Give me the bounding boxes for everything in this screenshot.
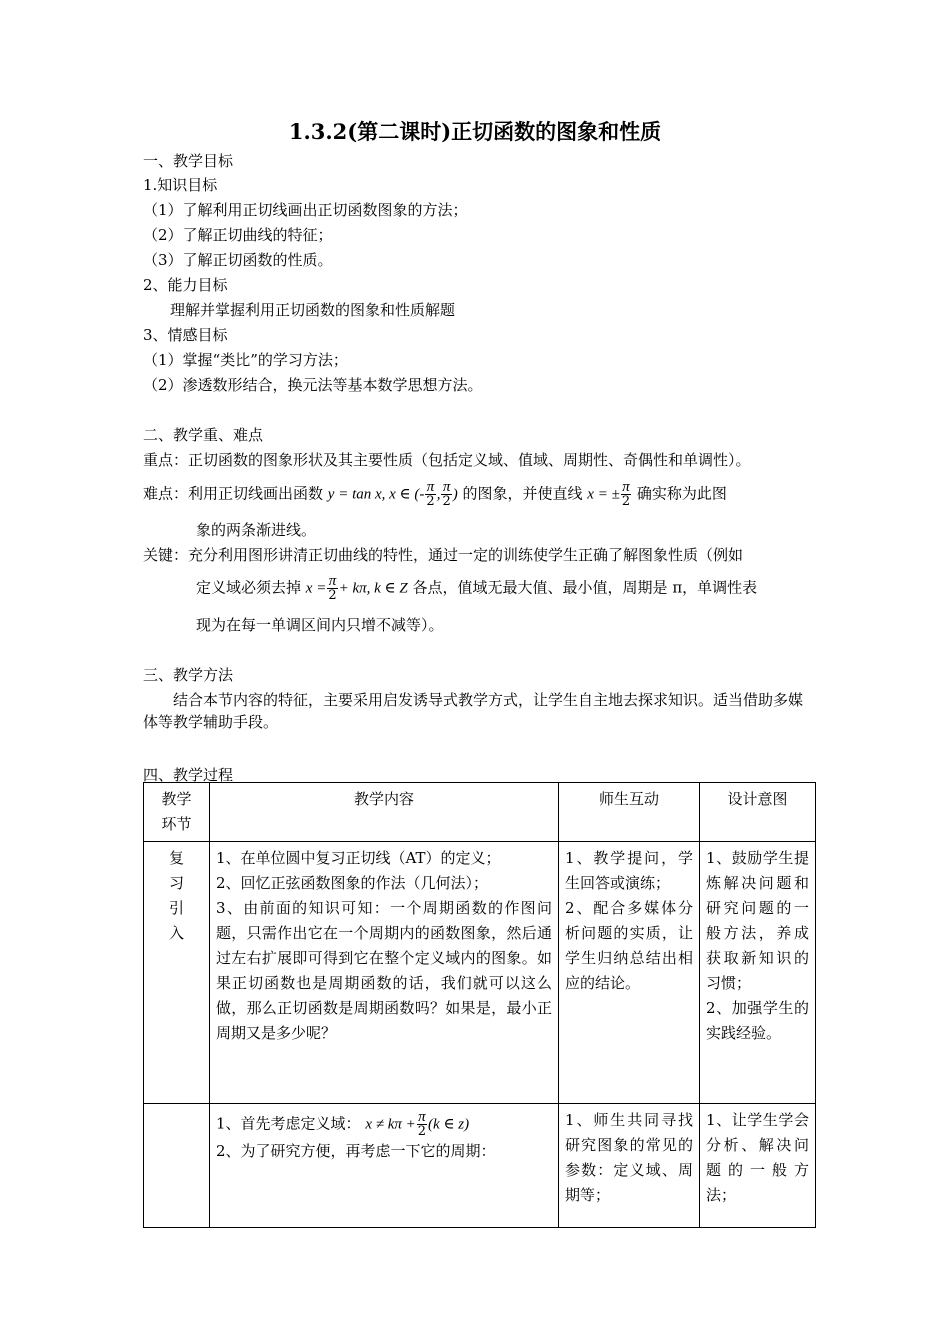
ability-goal-heading: 2、能力目标 [143,276,228,294]
interaction-review-intro: 1、教学提问，学生回答或演练； 2、配合多媒体分析问题的实质，让学生归纳总结出相应的结论。 [559,842,700,1104]
emotion-goal-heading: 3、情感目标 [143,326,228,344]
stage-cell-empty [144,1104,210,1228]
header-content: 教学内容 [210,783,559,842]
difficulty-text-b: 的图象，并使直线 [462,484,583,503]
intent-properties: 1、让学生学会分析、解决问题的一般方法； [700,1104,816,1228]
interaction-properties: 1、师生共同寻找研究图象的常见的参数：定义域、周期等； [559,1104,700,1228]
method-paragraph: 结合本节内容的特征，主要采用启发诱导式教学方式，让学生自主地去探求知识。适当借助多媒体等教学辅助手段。 [143,691,804,731]
header-stage: 教学环节 [144,783,210,842]
intent-review-intro: 1、鼓励学生提炼解决问题和研究问题的一般方法，养成获取新知识的习惯； 2、加强学生的实践经验。 [700,842,816,1104]
critical-formula: x = [305,580,327,597]
ability-goal-1: 理解并掌握利用正切函数的图象和性质解题 [170,301,456,319]
difficulty-text-c: 确实称为此图 [636,484,727,503]
fraction-pi-over-2: $\frac{\pi}{2}$ [417,1109,427,1139]
fraction-pi-over-2: $\frac{\pi}{2}$ [621,479,631,509]
section-1-heading: 一、教学目标 [143,152,234,170]
fraction-pi-over-2: $\frac{\pi}{2}$ [426,479,435,509]
knowledge-goal-2: （2）了解正切曲线的特征； [143,226,333,244]
critical-line-2: 定义域必须去掉 x = $\frac{\pi}{2}$ + kπ, k ∈ Z 各点，值域无最大值、最小值，周期是 π，单调性表 [196,573,758,603]
stage-review-intro: 复 习 引 入 [144,842,210,1104]
teaching-process-table [143,782,816,1228]
content-review-intro: 1、在单位圆中复习正切线（AT）的定义； 2、回忆正弦函数图象的作法（几何法）； 3、由前面的知识可知：一个周期函数的作图问题，只需作出它在一个周期内的函数图象，然后通过左右扩展即可得到它在整个定义域内的图象。如果正切函数也是周期函数的话，我们就可以这么做，那么正切函数是周期函数吗？如果是，最小正周期又是多少呢？ [210,842,559,1104]
fraction-pi-over-2: $\frac{\pi}{2}$ [328,573,337,603]
table-row [144,1104,816,1228]
difficulty-line-1: 难点：利用正切线画出函数 y = tan x, x ∈ (- $\frac{\pi}{2}$ , $\frac{\pi}{2}$ ) 的图象，并使直线 x = ± $\frac{\pi}{2}$ 确实称为此图 [143,479,727,509]
content-properties: 1、首先考虑定义域： x ≠ kπ + $\frac{\pi}{2}$ (k ∈ z) 2、为了研究方便，再考虑一下它的周期： [210,1104,559,1228]
section-2-heading: 二、教学重、难点 [143,426,264,444]
knowledge-goal-1: （1）了解利用正切线画出正切函数图象的方法； [143,201,468,219]
emotion-goal-1: （1）掌握“类比”的学习方法； [143,351,348,369]
knowledge-goal-3: （3）了解正切函数的性质。 [143,251,333,269]
key-point: 重点：正切函数的图象形状及其主要性质（包括定义域、值域、周期性、奇偶性和单调性）。 [143,451,751,469]
critical-line-1: 关键：充分利用图形讲清正切曲线的特性，通过一定的训练使学生正确了解图象性质（例如 [143,546,744,564]
table-header-row [144,783,816,842]
page-title: 1.3.2(第二课时)正切函数的图象和性质 [288,119,662,144]
difficulty-text-a: 难点：利用正切线画出函数 [143,484,324,503]
difficulty-line-2: 象的两条渐进线。 [196,521,317,539]
difficulty-formula-2: x = ± [587,486,620,503]
emotion-goal-2: （2）渗透数形结合，换元法等基本数学思想方法。 [143,376,483,394]
critical-line-3: 现为在每一单调区间内只增不减等）。 [196,616,444,634]
header-intent: 设计意图 [700,783,816,842]
section-3-heading: 三、教学方法 [143,666,234,684]
header-interaction: 师生互动 [559,783,700,842]
table-row [144,842,816,1104]
fraction-pi-over-2: $\frac{\pi}{2}$ [442,479,451,509]
knowledge-goal-heading: 1.知识目标 [143,176,218,194]
section-4-heading: 四、教学过程 [143,766,234,784]
difficulty-formula-1: y = tan x, x ∈ (- [327,486,425,503]
